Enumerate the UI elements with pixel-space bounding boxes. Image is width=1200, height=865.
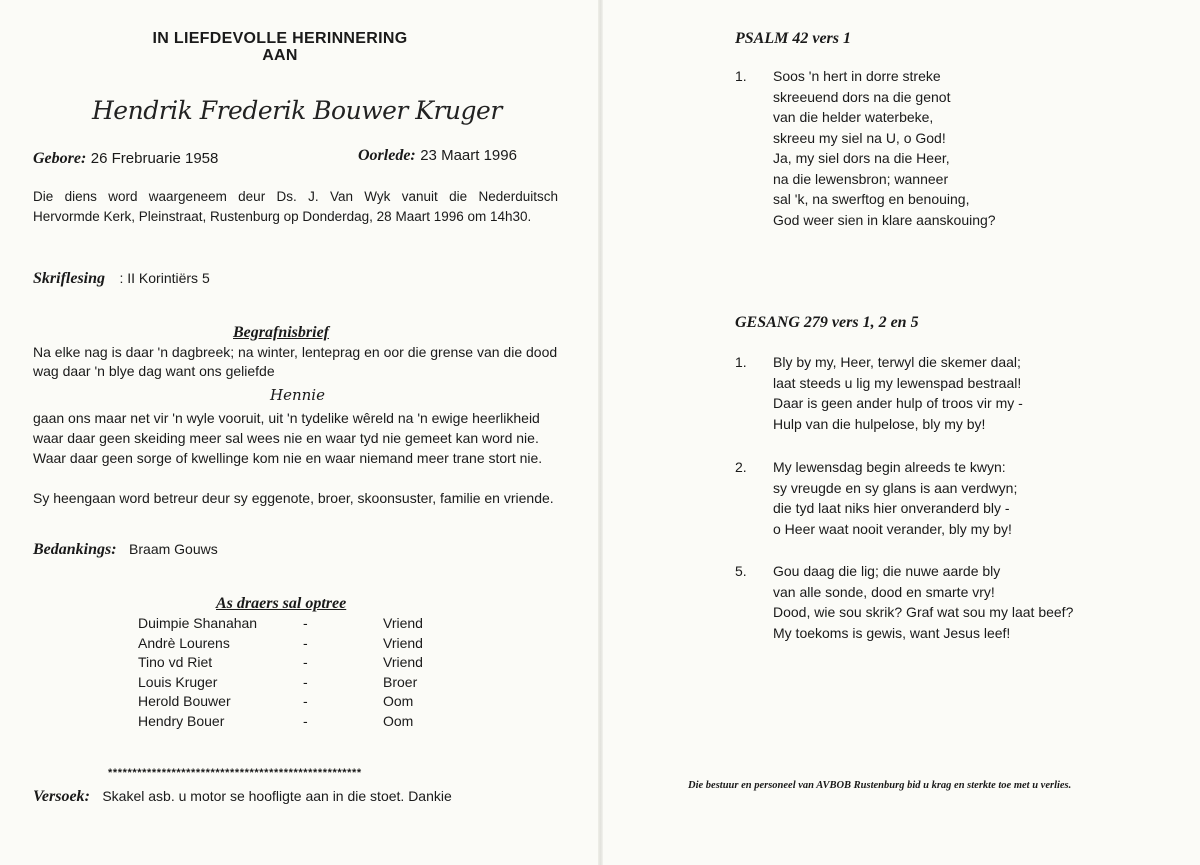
- thanks-label: Bedankings: [33, 541, 112, 558]
- bearer-dash: -: [303, 654, 308, 670]
- service-line-2: Hervormde Kerk, Pleinstraat, Rustenburg op Donderdag, 28 Maart 1996 om 14h30.: [33, 209, 532, 224]
- bearer-row: [138, 635, 443, 655]
- request-colon: :: [84, 788, 90, 805]
- bearer-name: Louis Kruger: [138, 673, 218, 690]
- request-value: Skakel asb. u motor se hoofligte aan in die stoet. Dankie: [102, 788, 452, 804]
- born-row: [33, 150, 218, 168]
- hymn-verse: [735, 66, 996, 230]
- bearer-dash: -: [303, 634, 308, 651]
- reading-label: Skriflesing: [33, 270, 106, 287]
- hymn-verse: [735, 457, 1017, 539]
- bearer-row: [138, 674, 443, 694]
- request-label: Versoek: [33, 788, 85, 805]
- verse-number: 1.: [735, 354, 747, 370]
- bearer-row: [138, 654, 443, 674]
- bearer-name: Herold Bouwer: [138, 693, 231, 709]
- deceased-name: Hendrik Frederik Bouwer Kruger: [92, 96, 502, 125]
- hymn-verse: [735, 561, 1073, 643]
- letter-line-2: wag daar 'n blye dag want ons geliefde: [33, 363, 275, 379]
- letter-line-3: gaan ons maar net vir 'n wyle vooruit, uit 'n tydelike wêreld na 'n ewige heerlikheid: [33, 410, 540, 426]
- letter-line-1: Na elke nag is daar 'n dagbreek; na winter, lenteprag en oor die grense van die dood: [33, 344, 558, 360]
- died-label: Oorlede:: [358, 147, 416, 164]
- right-page: [600, 0, 1200, 865]
- bearer-role: Oom: [383, 693, 414, 709]
- memorial-title: [130, 30, 430, 65]
- born-label: Gebore:: [33, 150, 87, 167]
- bearers-table: [138, 615, 443, 732]
- died-row: [358, 147, 517, 165]
- verse-line: My toekoms is gewis, want Jesus leef!: [773, 624, 1011, 641]
- letter-heading: Begrafnisbrief: [233, 324, 329, 341]
- bearer-role: Vriend: [383, 615, 423, 631]
- letter-line-4: waar daar geen skeiding meer sal wees nie en waar tyd nie gemeet kan word nie.: [33, 430, 539, 446]
- funeral-home-footer: Die bestuur en personeel van AVBOB Rustenburg bid u krag en sterkte toe met u verlies.: [688, 780, 1072, 791]
- verse-line: van alle sonde, dood en smarte vry!: [773, 583, 995, 600]
- verse-number: 1.: [735, 68, 747, 84]
- stars-divider: ****************************************************: [108, 767, 362, 779]
- hymn-verse: [735, 352, 1023, 434]
- bearer-role: Broer: [383, 673, 418, 690]
- verse-line: na die lewensbron; wanneer: [773, 170, 949, 187]
- verse-line: skreeu my siel na U, o God!: [773, 129, 946, 146]
- verse-line: God weer sien in klare aanskouing?: [773, 211, 996, 228]
- bearer-role: Vriend: [383, 634, 423, 651]
- bearer-dash: -: [303, 693, 308, 709]
- verse-line: o Heer waat nooit verander, bly my by!: [773, 520, 1012, 537]
- gesang-heading: GESANG 279 vers 1, 2 en 5: [735, 314, 919, 331]
- verse-line: van die helder waterbeke,: [773, 109, 934, 125]
- bearer-dash: -: [303, 615, 308, 631]
- nickname: Hennie: [270, 386, 325, 404]
- bearer-name: Tino vd Riet: [138, 654, 213, 670]
- verse-line: Dood, wie sou skrik? Graf wat sou my laat beef?: [773, 604, 1074, 620]
- verse-number: 5.: [735, 563, 747, 579]
- bearer-row: [138, 713, 443, 733]
- bearer-dash: -: [303, 712, 308, 729]
- bearer-row: [138, 693, 443, 713]
- verse-line: skreeuend dors na die genot: [773, 88, 951, 105]
- verse-line: Hulp van die hulpelose, bly my by!: [773, 415, 986, 432]
- bearer-role: Vriend: [383, 654, 423, 670]
- service-line-1: Die diens word waargeneem deur Ds. J. Van Wyk vanuit die Nederduitsch: [33, 189, 558, 204]
- thanks-colon: :: [111, 541, 117, 558]
- verse-line: Bly by my, Heer, terwyl die skemer daal;: [773, 354, 1021, 370]
- verse-line: Daar is geen ander hulp of troos vir my -: [773, 395, 1023, 411]
- verse-line: Gou daag die lig; die nuwe aarde bly: [773, 563, 1001, 579]
- reading-value: : II Korintiërs 5: [119, 270, 210, 286]
- bearer-row: [138, 615, 443, 635]
- bearer-name: Hendry Bouer: [138, 712, 225, 729]
- thanks-value: Braam Gouws: [129, 541, 218, 557]
- bearer-role: Oom: [383, 712, 414, 729]
- bearer-name: Andrè Lourens: [138, 634, 230, 651]
- verse-line: die tyd laat niks hier onveranderd bly -: [773, 500, 1010, 516]
- bearers-heading: As draers sal optree: [216, 595, 347, 612]
- verse-line: Soos 'n hert in dorre streke: [773, 68, 941, 84]
- bearer-name: Duimpie Shanahan: [138, 615, 258, 631]
- request-row: [33, 788, 452, 806]
- letter-line-5: Waar daar geen sorge of kwellinge kom nie en waar niemand meer trane stort nie.: [33, 450, 543, 466]
- verse-line: My lewensdag begin alreeds te kwyn:: [773, 459, 1006, 475]
- mourners-line: Sy heengaan word betreur deur sy eggenote, broer, skoonsuster, familie en vriende.: [33, 490, 554, 506]
- verse-line: laat steeds u lig my lewenspad bestraal!: [773, 374, 1022, 391]
- scripture-reading: [33, 270, 210, 288]
- died-date: 23 Maart 1996: [420, 147, 517, 164]
- title-line-2: AAN: [262, 47, 298, 64]
- thanks-row: [33, 541, 218, 559]
- verse-line: Ja, my siel dors na die Heer,: [773, 150, 950, 166]
- verse-line: sy vreugde en sy glans is aan verdwyn;: [773, 479, 1018, 496]
- verse-number: 2.: [735, 459, 747, 475]
- bearer-dash: -: [303, 673, 308, 690]
- title-line-1: IN LIEFDEVOLLE HERINNERING: [152, 30, 408, 47]
- verse-line: sal 'k, na swerftog en benouing,: [773, 191, 970, 207]
- psalm-heading: PSALM 42 vers 1: [735, 30, 851, 47]
- born-date: 26 Frebruarie 1958: [90, 150, 219, 167]
